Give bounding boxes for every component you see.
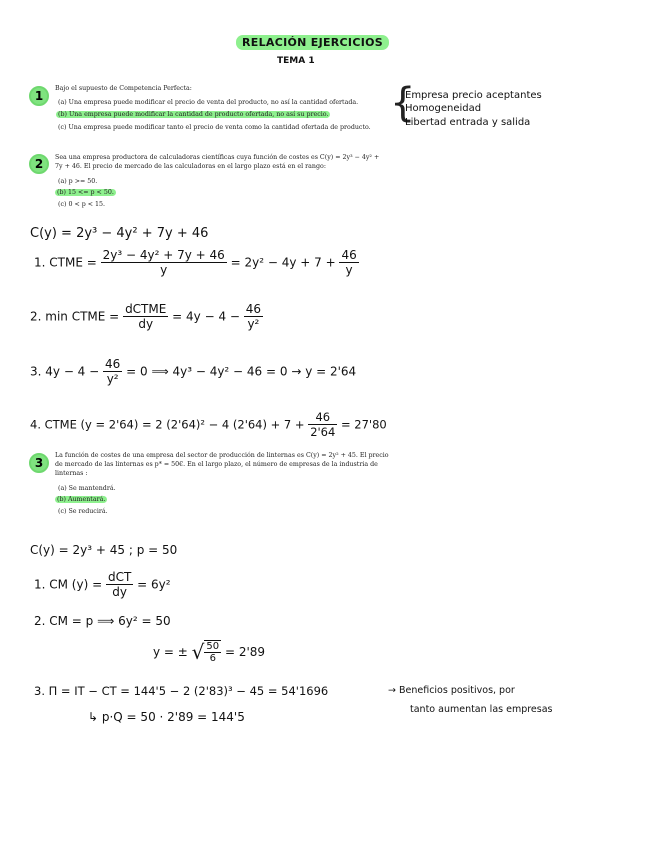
exercise-1-note-1: Empresa precio aceptantes	[405, 90, 542, 101]
exercise-3-sqrt-result: = 2'89	[224, 645, 266, 659]
page-subtitle: TEMA 1	[277, 56, 315, 66]
exercise-3-sqrt-symbol: √	[191, 640, 205, 664]
exercise-3-sqrt-fraction	[204, 640, 221, 664]
exercise-2-step-2-fraction	[123, 302, 168, 331]
exercise-3-option-c: (c) Se reducirá.	[58, 508, 108, 515]
exercise-3-step-3-note-1: → Beneficios positivos, por	[388, 685, 515, 696]
exercise-2-prompt-line-1: Sea una empresa productora de calculadoras científicas cuya función de costes es C(y) = 2y³ − 4y² +	[55, 154, 380, 161]
exercise-1-note-2: Homogeneidad	[405, 103, 482, 114]
exercise-3-option-a: (a) Se mantendrá.	[58, 485, 116, 492]
exercise-1-prompt: Bajo el supuesto de Competencia Perfecta:	[55, 85, 192, 92]
exercise-3-step-3-note-2: tanto aumentan las empresas	[410, 704, 553, 715]
exercise-2-step-2	[30, 302, 263, 331]
exercise-2-step-1-fraction-2-numerator: 46	[341, 248, 357, 262]
exercise-2-step-3-rest: = 0 ⟹ 4y³ − 4y² − 46 = 0 → y = 2'64	[126, 364, 357, 379]
exercise-3-step-1-label: 1. CM (y) =	[34, 577, 103, 592]
exercise-2-step-3-fraction	[103, 357, 122, 386]
exercise-2-step-4-left: 4. CTME (y = 2'64) = 2 (2'64)² − 4 (2'64) + 7 +	[30, 417, 305, 432]
exercise-3-option-b-text: (b) Aumentará.	[57, 496, 106, 503]
exercise-1-option-b-text: (b) Una empresa puede modificar la cantidad de producto ofertada, no así su precio.	[58, 111, 329, 118]
exercise-2-step-1-fraction-2	[339, 248, 358, 277]
exercise-2-cost-function: C(y) = 2y³ − 4y² + 7y + 46	[30, 226, 209, 241]
page-title-text: RELACIÓN EJERCICIOS	[236, 35, 389, 50]
exercise-2-step-1-rest: = 2y² − 4y + 7 +	[230, 255, 336, 270]
exercise-1-option-a: (a) Una empresa puede modificar el precio de venta del producto, no así la cantidad ofertada.	[58, 99, 359, 106]
exercise-2-step-1-denominator: y	[160, 263, 168, 277]
exercise-1-option-c: (c) Una empresa puede modificar tanto el precio de venta como la cantidad ofertada de producto.	[58, 124, 371, 131]
exercise-2-option-a: (a) p >= 50.	[58, 178, 98, 185]
exercise-1-option-b	[56, 111, 330, 119]
exercise-3-step-2: 2. CM = p ⟹ 6y² = 50	[34, 614, 171, 628]
exercise-2-step-1-label: 1. CTME =	[34, 255, 97, 270]
exercise-2-step-2-fraction-2-denominator: y²	[247, 317, 260, 331]
exercise-1-brace: {	[390, 80, 416, 126]
exercise-3-option-b	[55, 496, 107, 504]
exercise-2-step-4-result: = 27'80	[340, 417, 387, 432]
exercise-3-step-1	[34, 570, 171, 599]
exercise-2-step-3-label: 3. 4y − 4 −	[30, 364, 100, 379]
exercise-2-step-3	[30, 357, 356, 386]
exercise-3-sqrt-denominator: 6	[209, 653, 216, 664]
exercise-2-step-4	[30, 410, 387, 439]
exercise-2-step-2-denominator: dy	[138, 317, 154, 331]
exercise-2-step-3-denominator: y²	[106, 372, 119, 386]
exercise-2-step-4-fraction	[308, 410, 337, 439]
exercise-3-sqrt-left: y = ±	[153, 645, 188, 659]
exercise-3-cost-function: C(y) = 2y³ + 45 ; p = 50	[30, 543, 178, 557]
exercise-2-step-1	[34, 248, 359, 277]
exercise-3-step-1-denominator: dy	[112, 585, 127, 599]
exercise-2-number: 2	[29, 154, 49, 174]
exercise-2-prompt-line-2: 7y + 46. El precio de mercado de las calculadoras en el largo plazo está en el rango:	[55, 163, 326, 170]
exercise-3-sqrt-line	[153, 640, 265, 664]
exercise-2-step-1-numerator: 2y³ − 4y² + 7y + 46	[102, 248, 225, 262]
exercise-2-step-4-numerator: 46	[308, 410, 337, 425]
exercise-3-step-1-numerator: dCT	[107, 570, 132, 584]
exercise-1-note-3: Libertad entrada y salida	[405, 117, 531, 128]
exercise-2-step-2-label: 2. min CTME =	[30, 309, 120, 324]
exercise-3-step-1-fraction	[106, 570, 133, 599]
exercise-2-step-1-fraction	[101, 248, 227, 277]
exercise-2-step-2-numerator: dCTME	[125, 302, 167, 316]
exercise-3-step-3: 3. Π = IT − CT = 144'5 − 2 (2'83)³ − 45 = 54'1696	[34, 684, 329, 698]
exercise-3-sqrt-numerator: 50	[206, 641, 220, 652]
exercise-2-option-b-text: (b) 15 <= p < 50.	[57, 189, 114, 196]
exercise-3-number: 3	[29, 453, 49, 473]
exercise-2-step-2-rest: = 4y − 4 −	[172, 309, 240, 324]
exercise-2-step-2-fraction-2	[244, 302, 263, 331]
exercise-1-number: 1	[29, 86, 49, 106]
exercise-3-prompt-line-2: de mercado de las linternas es p* = 50€. En el largo plazo, el número de empresas de la industria de	[55, 461, 378, 468]
exercise-2-option-c: (c) 0 < p < 15.	[58, 201, 106, 208]
exercise-3-prompt-line-3: linternas :	[55, 470, 88, 477]
exercise-3-step-3-sub: ↳ p·Q = 50 · 2'89 = 144'5	[88, 710, 245, 724]
exercise-2-step-1-fraction-2-denominator: y	[345, 263, 353, 277]
exercise-3-prompt-line-1: La función de costes de una empresa del sector de producción de linternas es C(y) = 2y² + 45. El precio	[55, 452, 389, 459]
exercise-2-step-2-fraction-2-numerator: 46	[245, 302, 262, 316]
exercise-2-step-3-numerator: 46	[105, 357, 121, 371]
exercise-2-step-4-denominator: 2'64	[310, 425, 336, 439]
exercise-3-step-1-rest: = 6y²	[137, 577, 171, 592]
page-title	[236, 36, 389, 49]
exercise-2-option-b	[55, 189, 116, 197]
